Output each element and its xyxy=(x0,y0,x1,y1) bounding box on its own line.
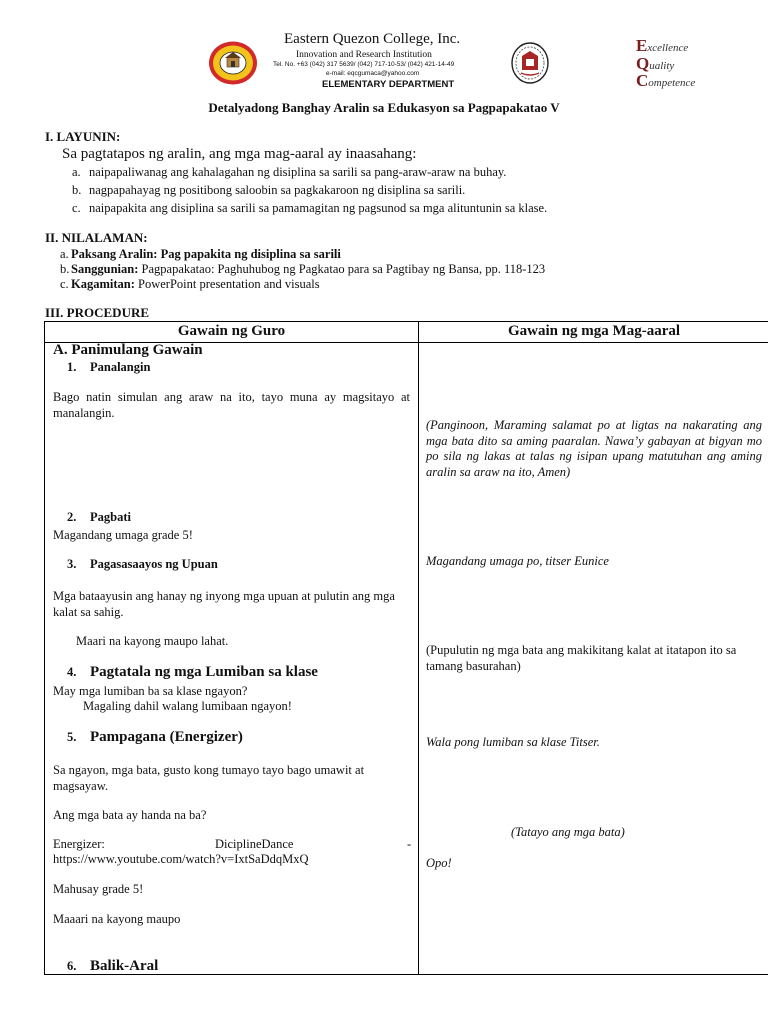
column-header-teacher: Gawain ng Guro xyxy=(177,323,286,339)
energizer-label: Energizer: xyxy=(53,837,105,851)
step-upuan-heading: 3. Pagasasaayos ng Upuan xyxy=(67,557,218,571)
motto-competence: Competence xyxy=(636,71,696,90)
energizer-dash: - xyxy=(407,837,412,851)
school-subtitle: Innovation and Research Institution xyxy=(296,50,432,60)
department-emblem-logo xyxy=(511,42,549,84)
school-telephone: Tel. No. +63 (042) 317 5639/ (042) 717-10-53/ (042) 421-14-49 xyxy=(273,61,455,68)
column-divider xyxy=(418,322,419,974)
response-energizer-opo: Opo! xyxy=(426,856,452,870)
step-lumiban-text: May mga lumiban ba sa klase ngayon? xyxy=(53,684,248,698)
layunin-heading: I. LAYUNIN: xyxy=(45,129,121,144)
content-paksang-aralin: a. Paksang Aralin: Pag papakita ng disiplina sa sarili xyxy=(60,247,341,261)
document-title: Detalyadong Banghay Aralin sa Edukasyon sa Pagpapakatao V xyxy=(208,100,560,115)
school-name: Eastern Quezon College, Inc. xyxy=(284,31,461,47)
step-energizer-sit: Maaari na kayong maupo xyxy=(53,912,181,926)
energizer-video-link[interactable]: https://www.youtube.com/watch?v=IxtSaDdqMxQ xyxy=(53,852,309,866)
step-energizer-heading: 5. Pampagana (Energizer) xyxy=(67,729,243,745)
procedure-heading: III. PROCEDURE xyxy=(45,305,150,320)
objective-b: b. nagpapahayag ng positibong saloobin sa pagkakaroon ng disiplina sa sarili. xyxy=(72,183,466,197)
response-energizer-stand: (Tatayo ang mga bata) xyxy=(511,825,625,839)
content-sanggunian: b. Sanggunian: Pagpapakatao: Paghuhubog ng Pagkatao para sa Pagtibay ng Bansa, pp. 118-123 xyxy=(60,262,546,276)
step-panalangin-text: Bago natin simulan ang araw na ito, tayo muna ay magsitayo at manalangin. xyxy=(53,390,410,420)
step-lumiban-heading: 4. Pagtatala ng mga Lumiban sa klase xyxy=(67,664,318,680)
step-energizer-text: Sa ngayon, mga bata, gusto kong tumayo tayo bago umawit at magsayaw. xyxy=(53,763,365,793)
response-upuan: (Pupulutin ng mga bata ang makikitang kalat at itatapon ito sa tamang basurahan) xyxy=(426,643,737,673)
school-email: e-mail: eqcgumaca@yahoo.com xyxy=(326,70,420,77)
section-a-heading: A. Panimulang Gawain xyxy=(53,342,203,358)
step-pagbati-text: Magandang umaga grade 5! xyxy=(53,528,193,542)
step-upuan-text2: Maari na kayong maupo lahat. xyxy=(76,634,229,648)
step-pagbati-heading: 2. Pagbati xyxy=(67,510,131,524)
response-lumiban: Wala pong lumiban sa klase Titser. xyxy=(426,735,600,749)
objective-a: a. naipapaliwanag ang kahalagahan ng disiplina sa sarili sa pang-araw-araw na buhay. xyxy=(72,165,507,179)
procedure-table xyxy=(44,321,768,975)
step-energizer-praise: Mahusay grade 5! xyxy=(53,882,144,896)
step-panalangin-heading: 1. Panalangin xyxy=(67,360,151,374)
energizer-title: DiciplineDance xyxy=(215,837,294,851)
department-name: ELEMENTARY DEPARTMENT xyxy=(322,79,455,90)
step-energizer-text2: Ang mga bata ay handa na ba? xyxy=(53,808,207,822)
motto-excellence: Excellence xyxy=(636,36,689,55)
content-kagamitan: c. Kagamitan: PowerPoint presentation and visuals xyxy=(60,277,320,291)
column-header-student: Gawain ng mga Mag-aaral xyxy=(507,323,681,339)
motto-quality: Quality xyxy=(636,54,675,73)
nilalaman-heading: II. NILALAMAN: xyxy=(45,230,148,245)
objective-c: c. naipapakita ang disiplina sa sarili sa pamamagitan ng pagsunod sa mga alituntunin sa klase. xyxy=(72,201,548,215)
step-balik-aral-heading: 6. Balik-Aral xyxy=(67,958,159,974)
response-panalangin: (Panginoon, Maraming salamat po at ligtas na nakarating ang mga bata dito sa aming paaralan. Nawa’y gabayan at bigyan mo po sila ng lakas at talas ng isipan upang matutuhan ang aming aralin sa araw na ito, Amen) xyxy=(426,418,762,479)
response-pagbati: Magandang umaga po, titser Eunice xyxy=(426,554,609,568)
step-lumiban-text2: Magaling dahil walang lumibaan ngayon! xyxy=(83,699,292,713)
school-seal-logo xyxy=(208,40,258,86)
step-upuan-text: Mga bataayusin ang hanay ng inyong mga upuan at pulutin ang mga kalat sa sahig. xyxy=(53,589,395,619)
layunin-intro: Sa pagtatapos ng aralin, ang mga mag-aaral ay inaasahang: xyxy=(62,146,417,162)
